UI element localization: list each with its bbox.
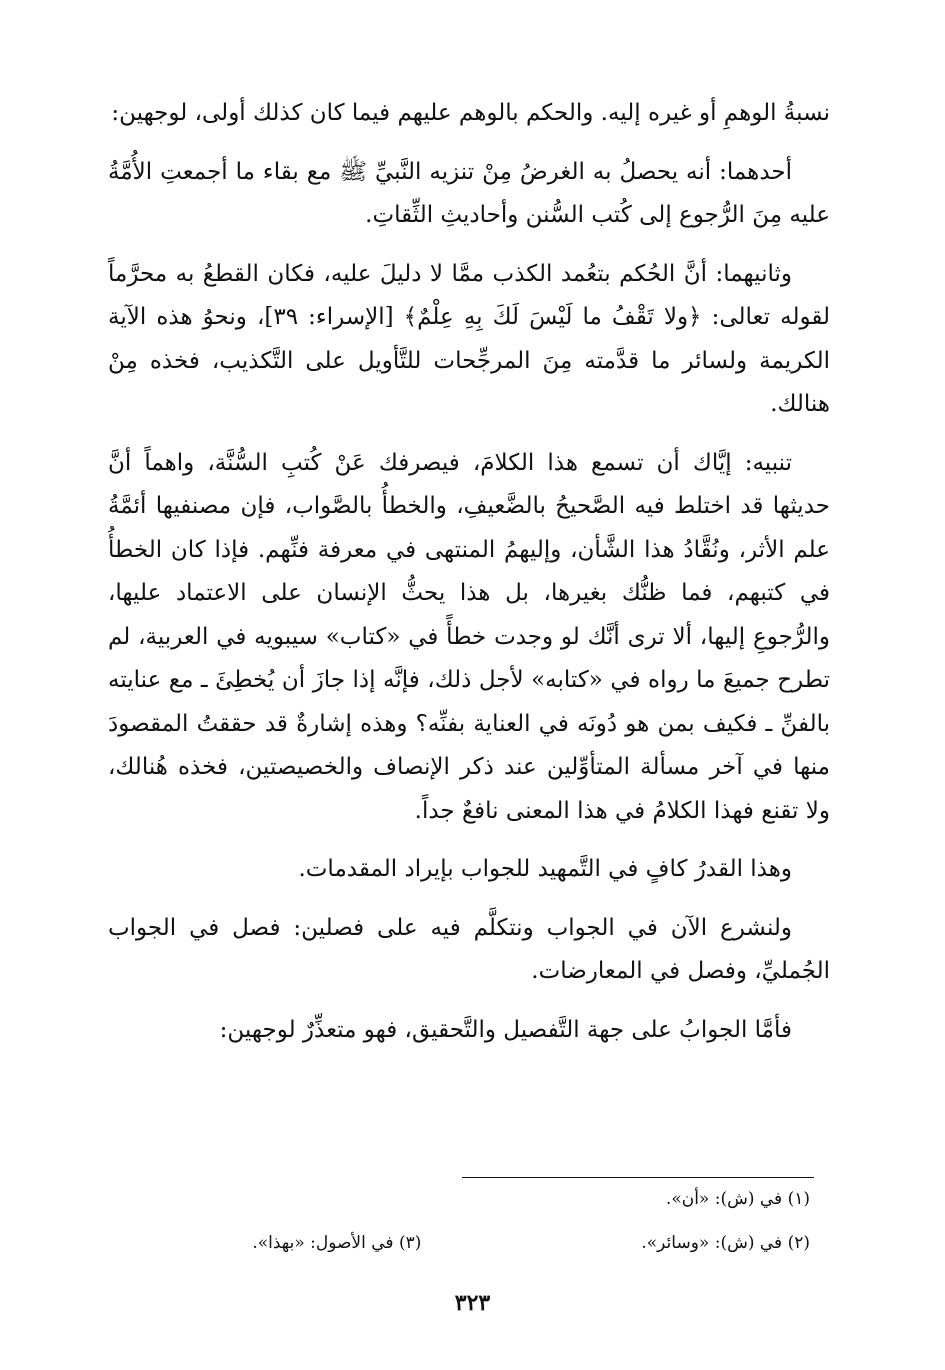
- paragraph-5: وهذا القدرُ كافٍ في التَّمهيد للجواب بإيراد المقدمات.: [298, 856, 792, 882]
- footnote-separator: [462, 1177, 814, 1178]
- paragraph-6: ولنشرع الآن في الجواب ونتكلَّم فيه على فصلين: فصل في الجواب الجُمليِّ، وفصل في المعارضات.: [108, 914, 830, 984]
- paragraph-1: نسبةُ الوهمِ أو غيره إليه. والحكم بالوهم عليهم فيما كان كذلك أولى، لوجهين:: [111, 100, 830, 126]
- paragraph-3: وثانيهما: أنَّ الحُكم بتعُمد الكذب ممَّا لا دليلَ عليه، فكان القطعُ به محرَّماً لقوله تعالى: ﴿ولا تَقْفُ ما لَيْسَ لَكَ بِهِ عِلْمٌ﴾ [الإسراء: ٣٩]، ونحوُ هذه الآية الكريمة ولسائر ما قدَّمته مِنَ المرجِّحات للتَّأويل على التَّكذيب، فخذه مِنْ هنالك.: [108, 260, 830, 417]
- paragraph-4: تنبيه: إيَّاك أن تسمع هذا الكلامَ، فيصرفك عَنْ كُتبِ السُّنَّة، واهماً أنَّ حديثها قد اختلط فيه الصَّحيحُ بالضَّعيفِ، والخطأُ بالصَّواب، فإن مصنفيها أئمَّةُ علم الأثر، ونُقَّادُ هذا الشَّأن، وإليهمُ المنتهى في معرفة فنِّهم. فإذا كان الخطأُ في كتبهم، فما ظنُّك بغيرها، بل هذا يحثُّ الإنسان على الاعتماد عليها، والرُّجوعِ إليها، ألا ترى أنَّك لو وجدت خطأً في «كتاب» سيبويه في العربية، لم تطرح جميعَ ما رواه في «كتابه» لأجل ذلك، فإنَّه إذا جازَ أن يُخطِئَ ـ مع عنايته بالفنِّ ـ فكيف بمن هو دُونَه في العناية بفنِّه؟ وهذه إشارةٌ قد حققتُ المقصودَ منها في آخر مسألة المتأوِّلين عند ذكر الإنصاف والخصيصتين، فخذه هُنالك، ولا تقنع فهذا الكلامُ في هذا المعنى نافعٌ جداً.: [108, 449, 830, 824]
- footnote-3: (٣) في الأصول: «بهذا».: [252, 1233, 422, 1253]
- footnote-2: (٢) في (ش): «وسائر».: [641, 1233, 810, 1253]
- paragraph-7: فأمَّا الجوابُ على جهة التَّفصيل والتَّحقيق، فهو متعذِّرٌ لوجهين:: [219, 1016, 792, 1043]
- page-number: ٣٢٣: [454, 1290, 491, 1316]
- footnote-1: (١) في (ش): «أن».: [665, 1189, 810, 1209]
- main-text: [108, 92, 830, 1067]
- footnotes: [108, 1186, 830, 1274]
- paragraph-2: أحدهما: أنه يحصلُ به الغرضُ مِنْ تنزيه النَّبيِّ ﷺ مع بقاء ما أجمعتِ الأُمَّةُ عليه مِنَ الرُّجوع إلى كُتب السُّنن وأحاديثِ الثِّقاتِ.: [108, 158, 830, 228]
